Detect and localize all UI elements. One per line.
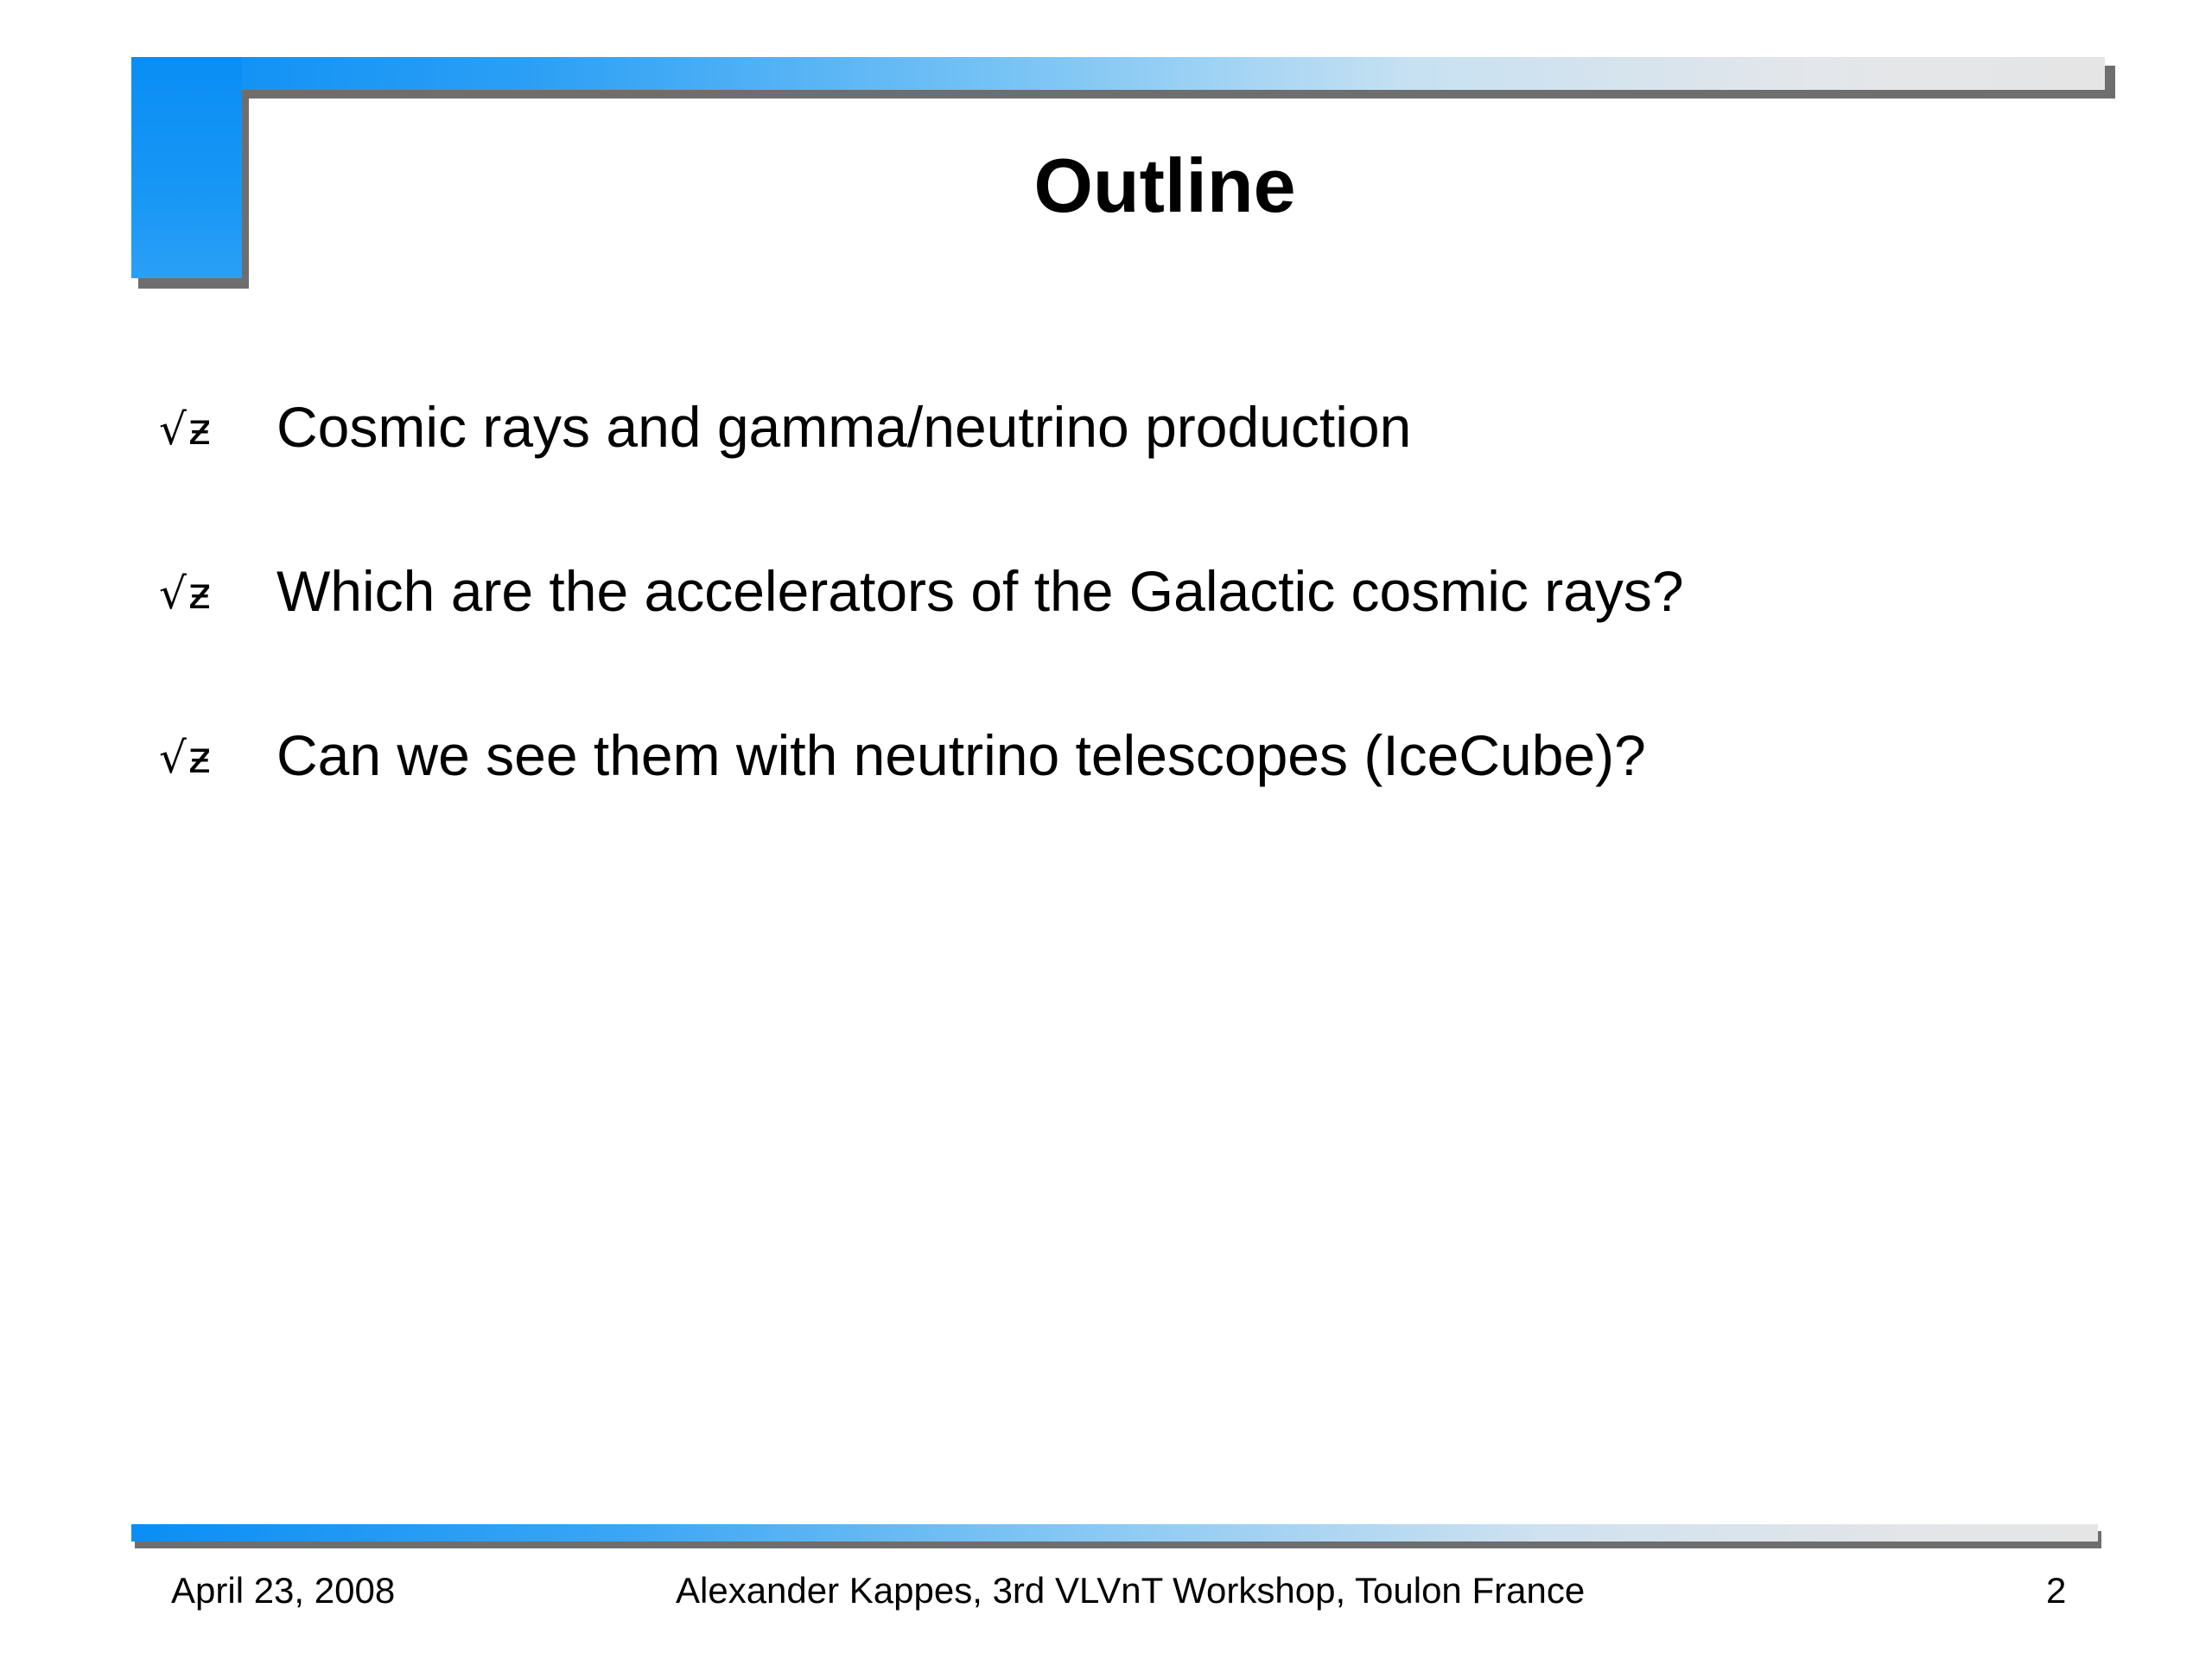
bullet-marker-icon: √ƶ xyxy=(159,733,213,783)
header-gradient-bar xyxy=(131,57,2105,90)
page-number: 2 xyxy=(2046,1570,2067,1611)
bullet-text: Can we see them with neutrino telescopes (IceCube)? xyxy=(276,723,1646,787)
bullet-item xyxy=(156,380,2056,544)
footer-date: April 23, 2008 xyxy=(171,1570,396,1611)
bullet-text: Cosmic rays and gamma/neutrino production xyxy=(276,395,1412,459)
slide-title: Outline xyxy=(1033,143,1296,228)
footer-gradient-bar xyxy=(131,1524,2098,1541)
bullet-item xyxy=(156,544,2056,709)
bullet-marker-icon: √ƶ xyxy=(159,404,213,454)
header-corner-block xyxy=(131,57,242,278)
bullet-marker-icon: √ƶ xyxy=(159,569,213,619)
footer-presenter: Alexander Kappes, 3rd VLVnT Workshop, Toulon France xyxy=(676,1570,1586,1611)
bullet-text: Which are the accelerators of the Galactic cosmic rays? xyxy=(276,559,1684,623)
bullet-item xyxy=(156,709,2056,873)
bullet-list xyxy=(156,380,2056,873)
